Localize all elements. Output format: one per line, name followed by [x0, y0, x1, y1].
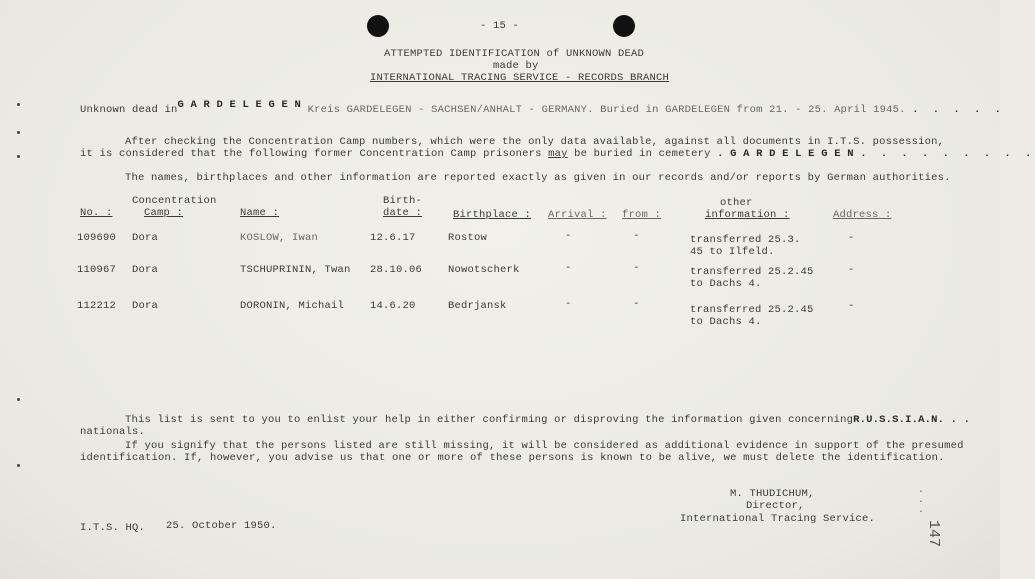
row-2-info-1: transferred 25.2.45	[690, 266, 814, 278]
row-1-name: KOSLOW, Iwan	[240, 232, 319, 244]
signature-title: Director,	[746, 500, 805, 512]
row-3-arrival: -	[565, 298, 572, 310]
header-camp-1: Concentration	[132, 195, 217, 207]
signature-name: M. THUDICHUM,	[730, 488, 815, 500]
header-birth-2: date :	[383, 207, 423, 219]
row-3-birthdate: 14.6.20	[370, 300, 416, 312]
row-2-address: -	[848, 264, 855, 276]
row-2-arrival: -	[565, 262, 572, 274]
intro-may: may	[548, 148, 568, 160]
header-birth-1: Birth-	[383, 195, 423, 207]
signature-org: International Tracing Service.	[680, 513, 876, 525]
row-3-name: DORONIN, Michail	[240, 300, 345, 312]
row-1-arrival: -	[565, 230, 572, 242]
row-1-camp: Dora	[132, 232, 159, 244]
row-2-birthdate: 28.10.06	[370, 264, 423, 276]
row-3-camp: Dora	[132, 300, 159, 312]
intro-line-2b: be buried in cemetery	[574, 148, 711, 160]
intro-place: . G A R D E L E G E N	[717, 148, 854, 160]
footer-p1-line-1	[125, 414, 970, 426]
row-3-info-2: to Dachs 4.	[690, 316, 762, 328]
margin-mark	[17, 155, 20, 158]
unknown-dead-rest: Kreis GARDELEGEN - SACHSEN/ANHALT - GERMANY. Buried in GARDELEGEN from 21. - 25. April 1945.	[307, 104, 906, 116]
header-camp-2: Camp :	[144, 207, 184, 219]
row-3-no: 112212	[77, 300, 117, 312]
unknown-dead-trail: . . . . .	[912, 104, 1005, 116]
intro-line-3: The names, birthplaces and other information are reported exactly as given in our records and/or reports by German authorities.	[125, 172, 951, 184]
punch-hole-right	[613, 15, 635, 37]
header-organization: INTERNATIONAL TRACING SERVICE - RECORDS BRANCH	[370, 72, 670, 84]
header-birthplace: Birthplace :	[453, 209, 532, 221]
row-1-birthdate: 12.6.17	[370, 232, 416, 244]
row-2-info-2: to Dachs 4.	[690, 278, 762, 290]
unknown-dead-line	[80, 99, 1005, 116]
header-address: Address :	[833, 209, 892, 221]
margin-mark	[17, 398, 20, 401]
header-arrival: Arrival :	[548, 209, 607, 221]
page-number: - 15 -	[480, 20, 520, 32]
intro-line-1: After checking the Concentration Camp numbers, which were the only data available, against all documents in I.T.S. possession,	[125, 136, 945, 148]
margin-mark	[17, 464, 20, 467]
row-2-from: -	[633, 262, 640, 274]
unknown-dead-prefix: Unknown dead in	[80, 104, 178, 116]
header-title: ATTEMPTED IDENTIFICATION of UNKNOWN DEAD	[384, 48, 645, 60]
footer-p2-line-1: If you signify that the persons listed are still missing, it will be considered as additional evidence in support of the presumed	[125, 440, 964, 452]
footer-p1-nationality: R.U.S.S.I.A.N. . .	[853, 414, 971, 426]
row-1-no: 109690	[77, 232, 117, 244]
footer-p2-line-2: identification. If, however, you advise us that one or more of these persons is known to be alive, we must delete the identification.	[80, 452, 945, 464]
row-1-info-1: transferred 25.3.	[690, 234, 801, 246]
header-made-by: made by	[493, 60, 539, 72]
margin-mark	[17, 103, 20, 106]
header-no: No. :	[80, 207, 113, 219]
archive-number: 147	[925, 520, 942, 548]
footer-p1-line-2: nationals.	[80, 426, 146, 438]
intro-trail: . . . . . . . . .	[860, 148, 1035, 160]
row-3-info-1: transferred 25.2.45	[690, 304, 814, 316]
row-2-no: 110967	[77, 264, 117, 276]
row-1-info-2: 45 to Ilfeld.	[690, 246, 775, 258]
unknown-dead-place: G A R D E L E G E N	[177, 99, 302, 111]
punch-hole-left	[367, 15, 389, 37]
header-name: Name :	[240, 207, 280, 219]
intro-line-2	[80, 148, 1035, 160]
edge-marks: · · ·	[918, 487, 925, 518]
row-2-camp: Dora	[132, 264, 159, 276]
intro-line-2a: it is considered that the following former Concentration Camp prisoners	[80, 148, 542, 160]
row-1-from: -	[633, 230, 640, 242]
row-2-birthplace: Nowotscherk	[448, 264, 520, 276]
footer-p1-text: This list is sent to you to enlist your help in either confirming or disproving the information given concerning	[125, 414, 854, 426]
header-other-1: other	[720, 197, 753, 209]
header-from: from :	[622, 209, 662, 221]
row-1-address: -	[848, 232, 855, 244]
row-1-birthplace: Rostow	[448, 232, 488, 244]
row-3-from: -	[633, 298, 640, 310]
row-3-birthplace: Bedrjansk	[448, 300, 507, 312]
margin-mark	[17, 131, 20, 134]
row-3-address: -	[848, 300, 855, 312]
location: I.T.S. HQ.	[80, 522, 146, 534]
header-other-2: information :	[705, 209, 790, 221]
date: 25. October 1950.	[166, 520, 277, 532]
row-2-name: TSCHUPRININ, Twan	[240, 264, 351, 276]
